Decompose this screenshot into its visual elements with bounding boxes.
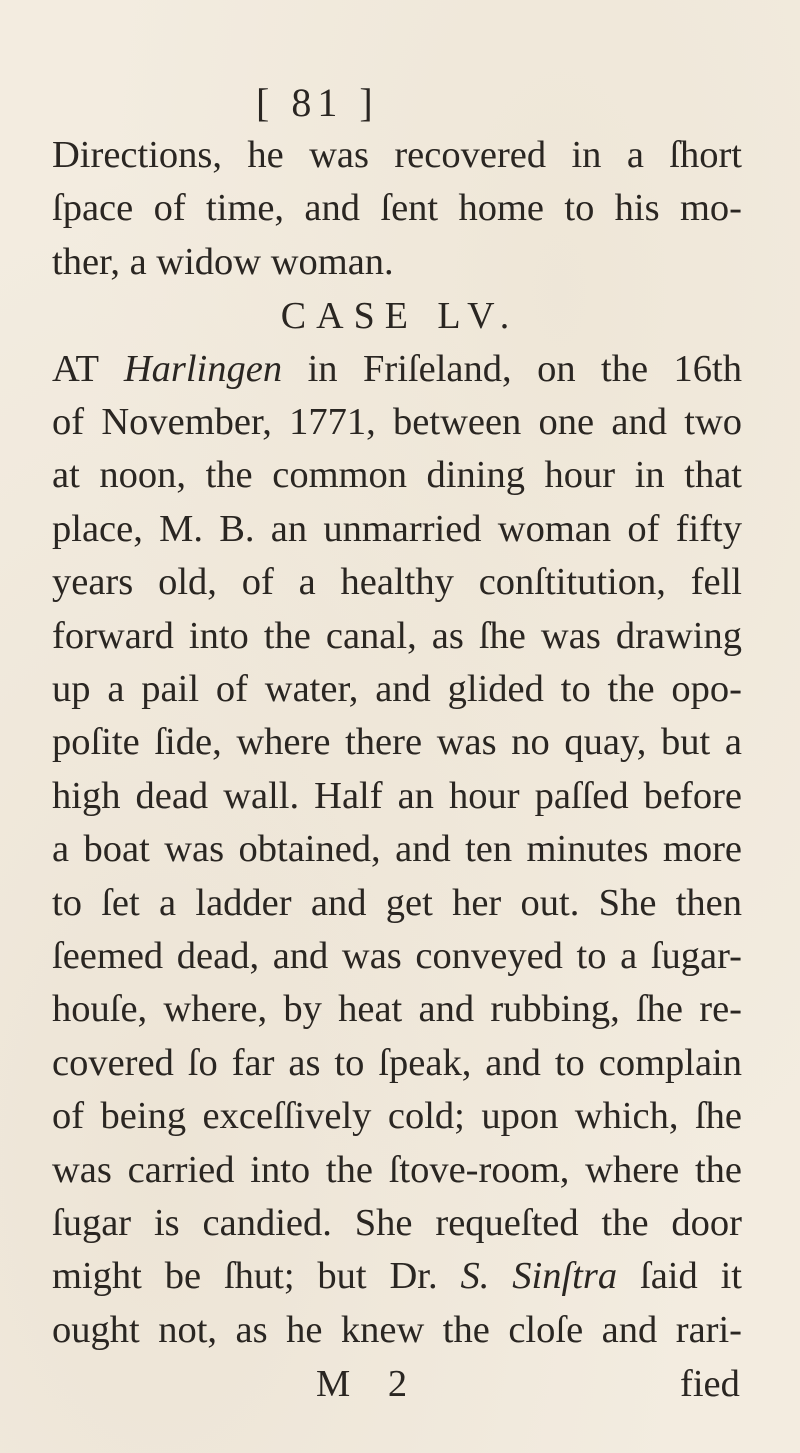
text-line: ſeemed dead, and was conveyed to a ſugar- [52, 935, 742, 977]
text-line: at noon, the common dining hour in that [52, 454, 742, 497]
text-line: ſpace of time, and ſent home to his mo- [52, 187, 742, 230]
page-number: [ 81 ] [256, 80, 379, 125]
catchword: fied [680, 1363, 740, 1406]
text-line: poſite ſide, where there was no quay, but a [52, 721, 742, 764]
signature-mark: M 2 [316, 1363, 422, 1406]
text-line-with-italic: might be ſhut; but Dr. S. Sinſtra ſaid it [52, 1255, 743, 1298]
text-line: houſe, where, by heat and rubbing, ſhe re- [52, 988, 742, 1031]
text-line: years old, of a healthy conſtitution, fell [52, 561, 742, 604]
text-line: of November, 1771, between one and two [52, 401, 742, 443]
text-line: was carried into the ſtove-room, where the [52, 1148, 742, 1191]
text-line-with-italic: AT Harlingen in Friſeland, on the 16th [52, 347, 742, 390]
text-line: forward into the canal, as ſhe was drawing [52, 614, 742, 657]
text-line: ther, a widow woman. [52, 240, 394, 283]
text-line: ought not, as he knew the cloſe and rari- [52, 1308, 742, 1351]
text-line: high dead wall. Half an hour paſſed before [52, 774, 742, 817]
text-line: covered ſo far as to ſpeak, and to complain [52, 1041, 742, 1084]
text-line: Directions, he was recovered in a ſhort [52, 134, 742, 176]
italic-place-name: Harlingen [123, 347, 283, 390]
text-line: ſugar is candied. She requeſted the door [52, 1202, 742, 1244]
text-line: of being exceſſively cold; upon which, ſhe [52, 1095, 742, 1138]
page-footer [0, 1356, 800, 1412]
text-line: to ſet a ladder and get her out. She then [52, 881, 742, 924]
text-line: place, M. B. an unmarried woman of fifty [52, 507, 742, 550]
case-heading: CASE LV. [280, 295, 520, 338]
text-line: a boat was obtained, and ten minutes more [52, 828, 742, 871]
italic-person-name: S. Sinſtra [460, 1255, 618, 1298]
text-line: up a pail of water, and glided to the opo- [52, 668, 742, 710]
